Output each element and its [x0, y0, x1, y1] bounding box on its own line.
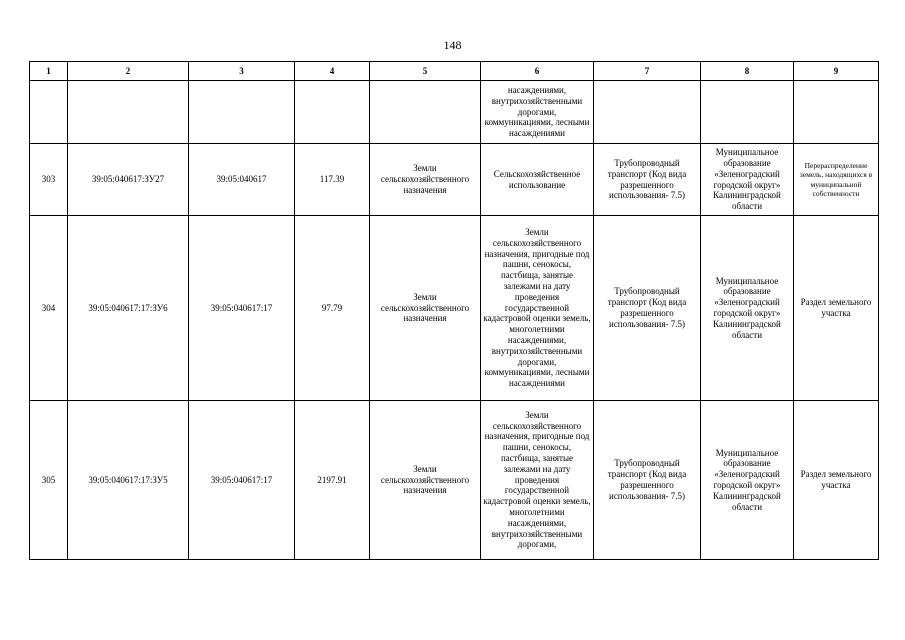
- table-cell: [68, 81, 189, 144]
- planned-use-cell: Трубопроводный транспорт (Код вида разрешенного использования- 7.5): [594, 144, 701, 216]
- owner-cell: Муниципальное образование «Зеленоградский городской округ» Калининградской области: [701, 144, 794, 216]
- land-category-cell: Земли сельскохозяйственного назначения: [370, 144, 481, 216]
- column-header: 1: [30, 62, 68, 81]
- planned-use-cell: Трубопроводный транспорт (Код вида разрешенного использования- 7.5): [594, 216, 701, 401]
- page-number: 148: [443, 38, 462, 52]
- table-row-continuation: [30, 81, 879, 144]
- table-cell: [30, 81, 68, 144]
- row-number-cell: 304: [30, 216, 68, 401]
- permitted-use-cell: Земли сельскохозяйственного назначения, пригодные под пашни, сенокосы, пастбища, занятые залежами на дату проведения государственной кадастровой оценки земель, многолетними насаждениями, внутрихозяйственными дорогами,: [481, 401, 594, 560]
- table-cell: [295, 81, 370, 144]
- column-header: 9: [794, 62, 879, 81]
- table-row: [30, 401, 879, 560]
- source-plot-cell: 39:05:040617:17: [189, 216, 295, 401]
- column-header: 8: [701, 62, 794, 81]
- table-cell: [370, 81, 481, 144]
- permitted-use-cell: насаждениями, внутрихозяйственными дорогами, коммуникациями, лесными насаждениями: [481, 81, 594, 144]
- row-number-cell: 303: [30, 144, 68, 216]
- header-row: [30, 62, 879, 81]
- area-cell: 2197.91: [295, 401, 370, 560]
- cadastral-plot-cell: 39:05:040617:17:ЗУ5: [68, 401, 189, 560]
- table-cell: [794, 81, 879, 144]
- area-cell: 117.39: [295, 144, 370, 216]
- owner-cell: Муниципальное образование «Зеленоградский городской округ» Калининградской области: [701, 216, 794, 401]
- table-row: [30, 144, 879, 216]
- table-cell: [701, 81, 794, 144]
- column-header: 3: [189, 62, 295, 81]
- cadastral-plot-cell: 39:05:040617:ЗУ27: [68, 144, 189, 216]
- column-header: 6: [481, 62, 594, 81]
- permitted-use-cell: Земли сельскохозяйственного назначения, пригодные под пашни, сенокосы, пастбища, занятые залежами на дату проведения государственной кадастровой оценки земель, многолетними насаждениями, внутрихозяйственными дорогами, коммуникациями, лесными насаждениями: [481, 216, 594, 401]
- owner-cell: Муниципальное образование «Зеленоградский городской округ» Калининградской области: [701, 401, 794, 560]
- area-cell: 97.79: [295, 216, 370, 401]
- column-header: 5: [370, 62, 481, 81]
- land-category-cell: Земли сельскохозяйственного назначения: [370, 401, 481, 560]
- row-number-cell: 305: [30, 401, 68, 560]
- column-header: 7: [594, 62, 701, 81]
- source-plot-cell: 39:05:040617:17: [189, 401, 295, 560]
- method-cell: Раздел земельного участка: [794, 216, 879, 401]
- table-row: [30, 216, 879, 401]
- method-cell: Раздел земельного участка: [794, 401, 879, 560]
- land-category-cell: Земли сельскохозяйственного назначения: [370, 216, 481, 401]
- planned-use-cell: Трубопроводный транспорт (Код вида разрешенного использования- 7.5): [594, 401, 701, 560]
- land-plots-table: [29, 61, 879, 560]
- source-plot-cell: 39:05:040617: [189, 144, 295, 216]
- method-cell: Перераспределение земель, находящихся в муниципальной собственности: [794, 144, 879, 216]
- permitted-use-cell: Сельскохозяйственное использование: [481, 144, 594, 216]
- table-cell: [594, 81, 701, 144]
- column-header: 4: [295, 62, 370, 81]
- cadastral-plot-cell: 39:05:040617:17:ЗУ6: [68, 216, 189, 401]
- column-header: 2: [68, 62, 189, 81]
- table-cell: [189, 81, 295, 144]
